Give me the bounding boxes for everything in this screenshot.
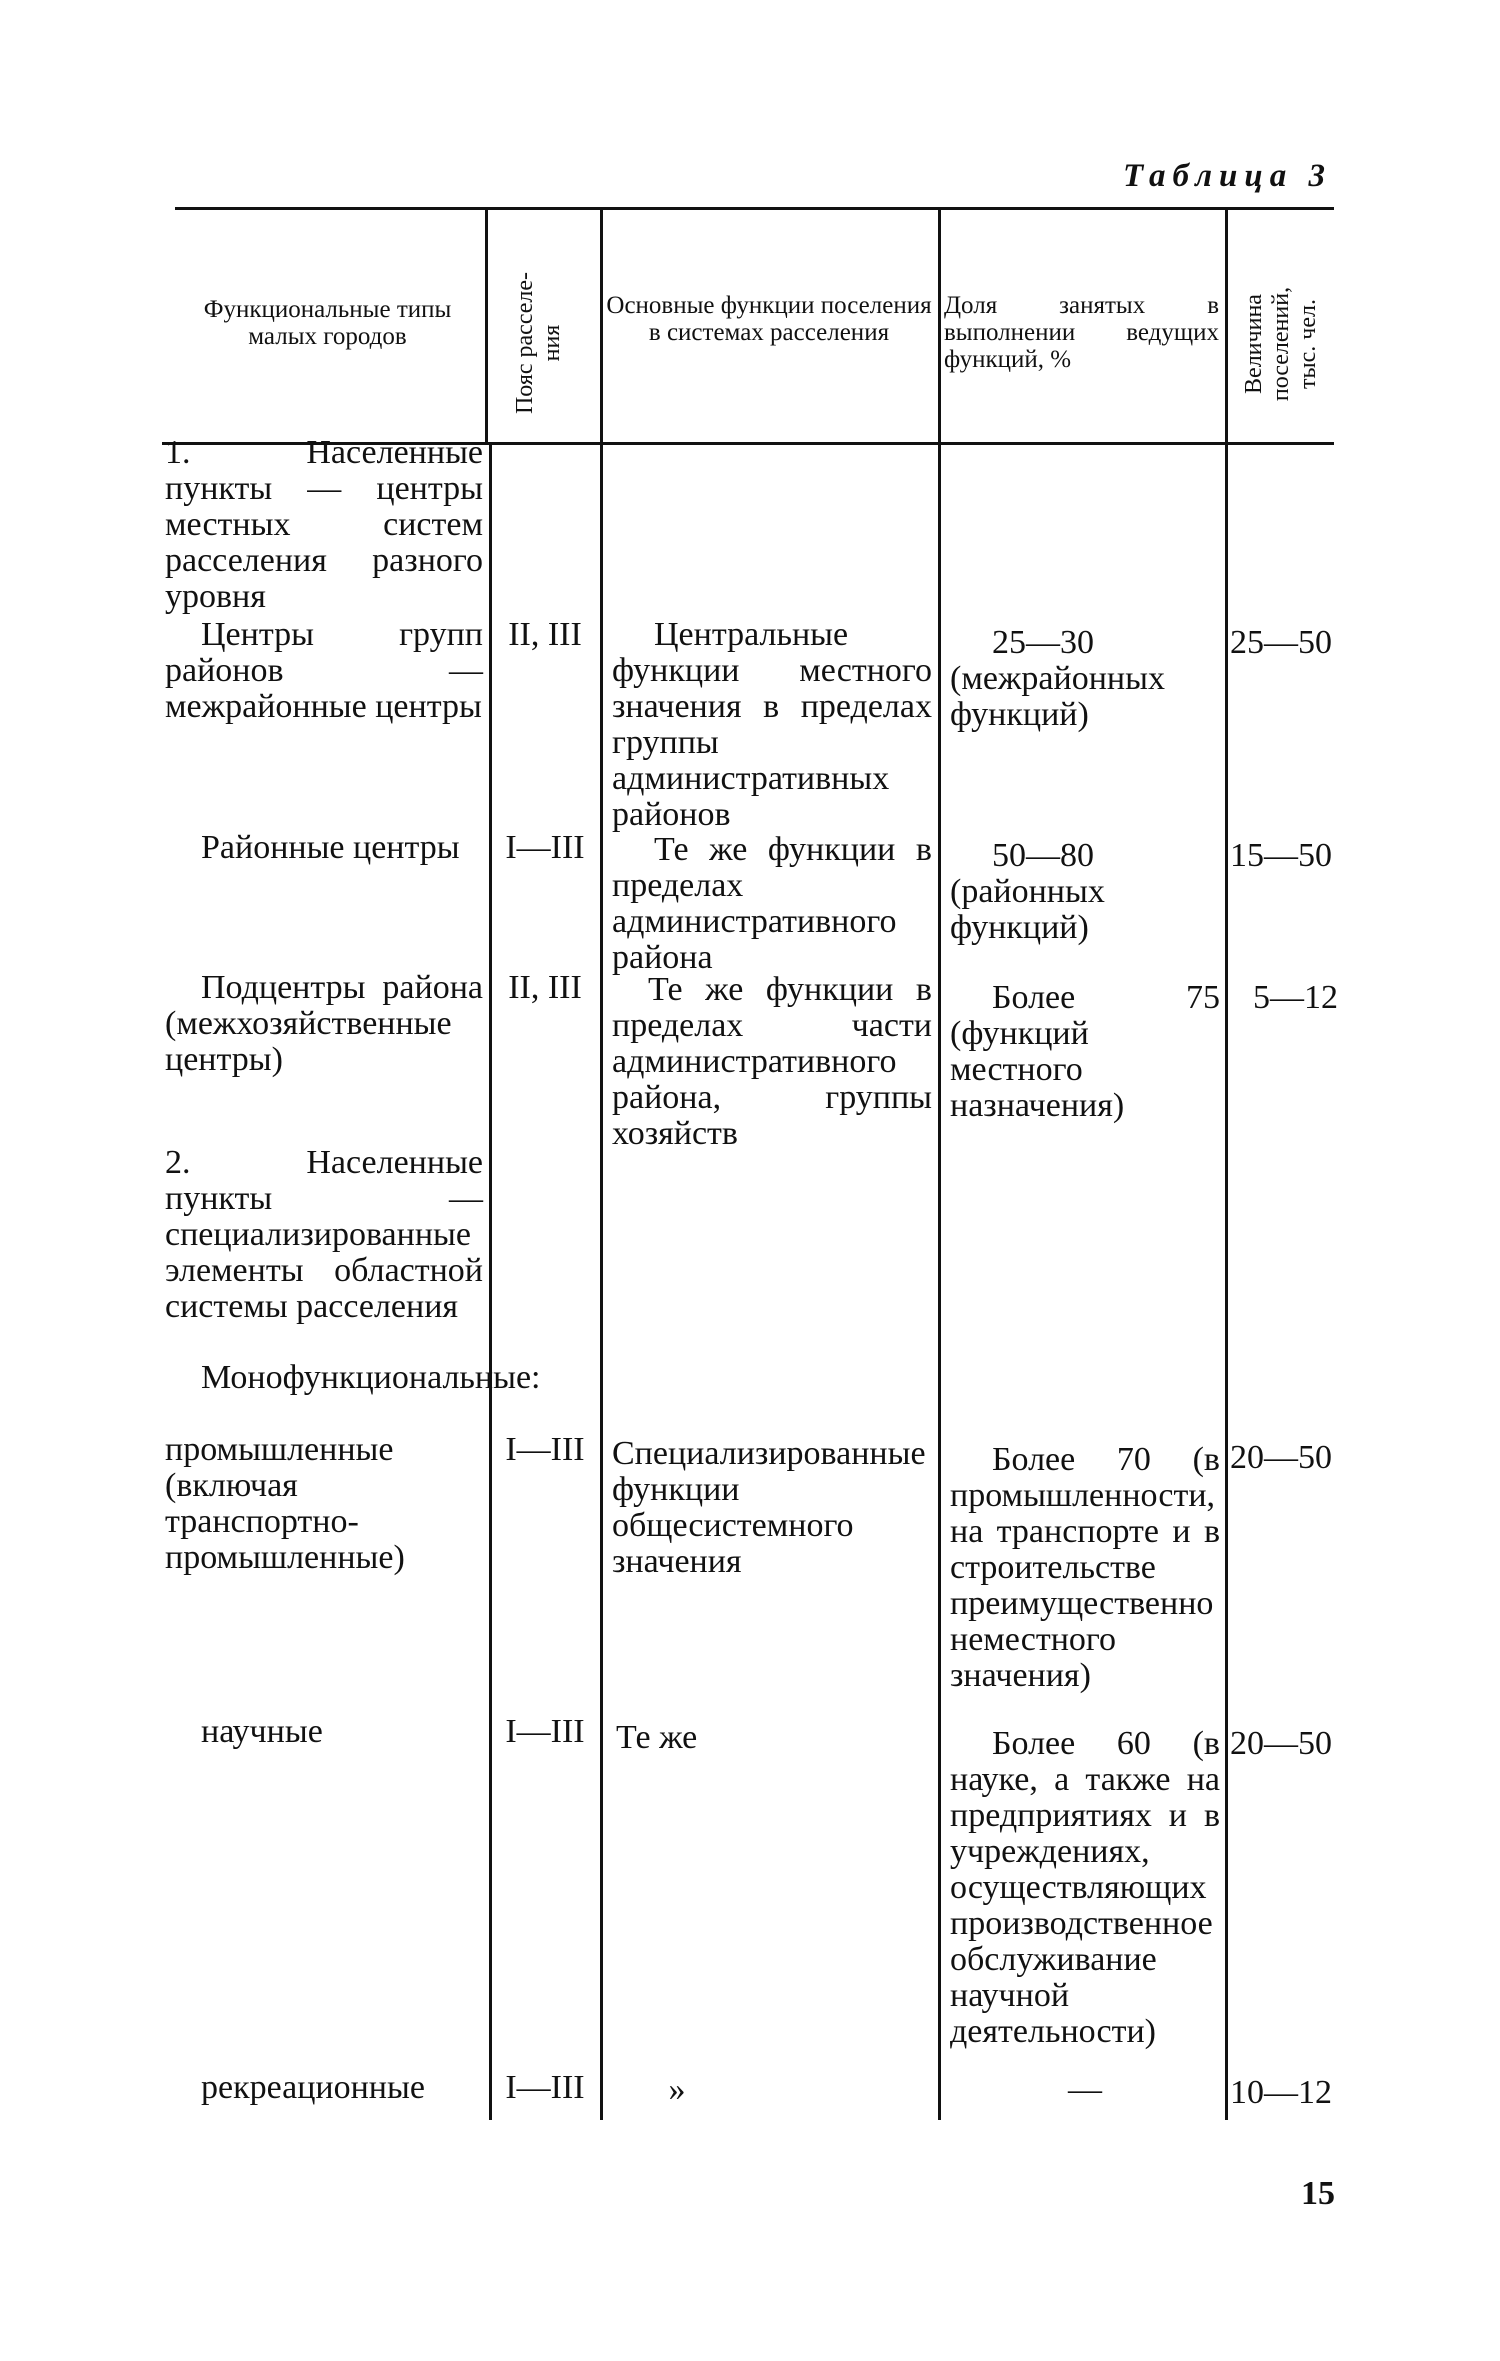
- row-size-cell: 10—12: [1230, 2074, 1332, 2111]
- row-belt-cell: II, III: [508, 969, 582, 1006]
- header-divider-3: [938, 209, 941, 443]
- table-top-rule: [175, 207, 1334, 210]
- row-functions-cell: »: [668, 2071, 686, 2108]
- row-belt-cell: I—III: [505, 1713, 585, 1750]
- row-share-cell: 50—80 (районных функций): [950, 837, 1105, 946]
- row-type-cell: Районные центры: [201, 829, 460, 866]
- row-share-cell: Более 75 (функций местного назначения): [950, 979, 1220, 1124]
- row-functions-cell: Те же: [616, 1719, 698, 1756]
- row-size-cell: 20—50: [1230, 1725, 1332, 1762]
- row-functions-cell: Те же функции в пределах административного района: [612, 831, 932, 976]
- table-caption: Таблица 3: [1122, 158, 1332, 194]
- row-size-cell: 25—50: [1230, 624, 1332, 661]
- row-type-cell: рекреационные: [201, 2069, 425, 2106]
- row-share-cell: Более 70 (в промышленности, на транспорте и в строительстве преимущественно неместного значения): [950, 1441, 1220, 1694]
- body-divider-1: [489, 444, 492, 2120]
- header-belt: Пояс расселе- ния: [512, 271, 565, 415]
- row-share-cell: Более 60 (в науке, а также на предприятиях и в учреждениях, осуществляющих производственное обслуживание научной деятельности): [950, 1725, 1220, 2050]
- body-divider-3: [938, 444, 941, 2120]
- row-type-cell: научные: [201, 1713, 323, 1750]
- row-type-cell: промышленные (включая транспортно-промышленные): [165, 1431, 405, 1576]
- row-size-cell: 5—12: [1253, 979, 1338, 1016]
- row-belt-cell: I—III: [505, 829, 585, 866]
- row-type-cell: Центры групп районов — межрайонные центры: [165, 616, 483, 725]
- page-number: 15: [1301, 2175, 1335, 2212]
- row-share-cell: —: [1068, 2071, 1102, 2108]
- header-divider-4: [1225, 209, 1228, 443]
- header-share: Доля занятых в выполнении ведущих функций, %: [944, 292, 1219, 373]
- row-belt-cell: I—III: [505, 1431, 585, 1468]
- row-functions-cell: Центральные функции местного значения в пределах группы административных районов: [612, 616, 932, 833]
- row-functions-cell: Специализированные функции общесистемного значения: [612, 1435, 926, 1580]
- header-divider-2: [600, 209, 603, 443]
- body-divider-4: [1225, 444, 1228, 2120]
- header-divider-1: [485, 209, 488, 443]
- row-belt-cell: I—III: [505, 2069, 585, 2106]
- row-share-cell: 25—30 (межрайонных функций): [950, 624, 1165, 733]
- table-row: 2. Населенные пункты — специализированные элементы областной системы расселения: [165, 1144, 483, 1325]
- header-functions: Основные функции поселения в системах расселения: [606, 292, 932, 346]
- header-size: Величина поселений, тыс. чел.: [1241, 286, 1321, 402]
- table-row: 1. Населенные пункты — центры местных систем расселения разного уровня: [165, 434, 483, 615]
- row-size-cell: 15—50: [1230, 837, 1332, 874]
- row-belt-cell: II, III: [508, 616, 582, 653]
- row-type-cell: Подцентры района (межхозяйственные центры): [165, 969, 483, 1078]
- table-row: Монофункциональные:: [201, 1359, 541, 1396]
- row-functions-cell: Те же функции в пределах части административного района, группы хозяйств: [612, 971, 932, 1152]
- header-types: Функциональные типы малых городов: [203, 296, 452, 350]
- row-size-cell: 20—50: [1230, 1439, 1332, 1476]
- body-divider-2: [600, 444, 603, 2120]
